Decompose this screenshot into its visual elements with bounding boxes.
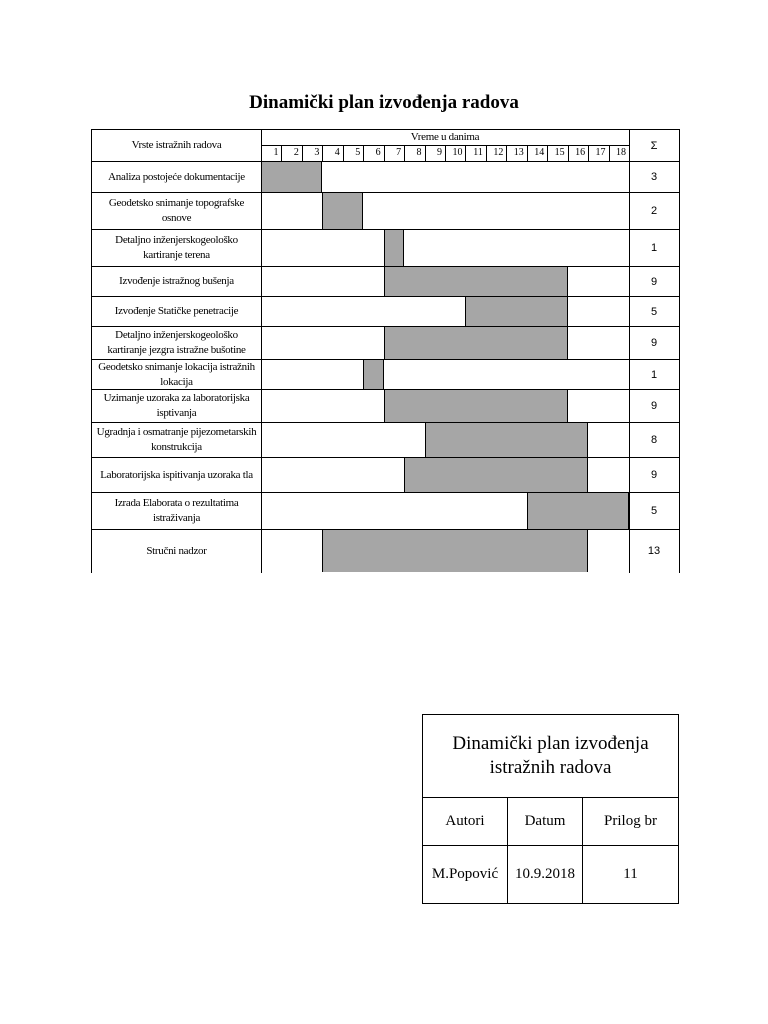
activity-sum: 9 — [650, 400, 658, 412]
day-number: 18 — [615, 147, 626, 158]
day-divider — [363, 145, 364, 161]
activity-bar — [404, 458, 588, 492]
activity-sum: 9 — [650, 469, 658, 481]
activity-label: Izrada Elaborata o rezultatima istraživanja — [114, 497, 239, 524]
day-number: 3 — [314, 147, 320, 158]
day-number: 6 — [375, 147, 381, 158]
day-number: 7 — [396, 147, 402, 158]
day-divider — [302, 145, 303, 161]
activity-column-divider — [261, 130, 262, 573]
day-divider — [281, 145, 282, 161]
day-divider — [404, 145, 405, 161]
activity-bar — [261, 162, 322, 192]
day-divider — [445, 145, 446, 161]
activity-bar — [384, 230, 404, 266]
day-divider — [568, 145, 569, 161]
title-block-title: Dinamički plan izvođenja istražnih radova — [452, 733, 649, 778]
date-value: 10.9.2018 — [515, 866, 575, 882]
activity-bar — [527, 493, 629, 529]
day-number: 13 — [513, 147, 524, 158]
day-number: 11 — [473, 147, 483, 158]
authors-header: Autori — [445, 813, 485, 829]
activity-label: Ugradnja i osmatranje pijezometarskih konstrukcija — [96, 426, 257, 453]
activity-bar — [384, 327, 568, 359]
activity-bar — [322, 530, 588, 572]
day-divider — [588, 145, 589, 161]
attachment-value: 11 — [623, 866, 638, 882]
header-sum: Σ — [650, 139, 658, 152]
header-time: Vreme u danima — [410, 131, 480, 143]
day-divider — [322, 145, 323, 161]
activity-sum: 5 — [650, 305, 658, 318]
header-activity: Vrste istražnih radova — [131, 139, 222, 151]
author-value: M.Popović — [431, 866, 499, 882]
day-number: 8 — [416, 147, 422, 158]
activity-label: Detaljno inženjerskogeološko kartiranje terena — [115, 234, 238, 261]
day-number: 2 — [293, 147, 299, 158]
activity-sum: 9 — [650, 275, 658, 288]
day-number: 9 — [436, 147, 442, 158]
activity-label: Geodetsko snimanje lokacija istražnih lokacija — [98, 360, 255, 388]
activity-label: Analiza postojeće dokumentacije — [108, 170, 245, 183]
activity-sum: 9 — [650, 337, 658, 349]
activity-bar — [384, 390, 568, 422]
day-number: 4 — [334, 147, 340, 158]
activity-label: Geodetsko snimanje topografske osnove — [108, 197, 245, 224]
day-divider — [609, 145, 610, 161]
activity-sum: 1 — [650, 368, 658, 381]
activity-bar — [465, 297, 567, 326]
day-number: 17 — [595, 147, 606, 158]
gantt-table — [91, 129, 680, 573]
day-number: 1 — [273, 147, 279, 158]
day-divider — [425, 145, 426, 161]
title-block — [422, 714, 679, 904]
activity-label: Laboratorijska ispitivanja uzoraka tla — [100, 468, 253, 481]
activity-sum: 3 — [650, 171, 658, 183]
day-number: 10 — [452, 147, 463, 158]
activity-sum: 2 — [650, 205, 658, 217]
date-header: Datum — [524, 813, 566, 829]
activity-label: Detaljno inženjerskogeološko kartiranje jezgra istražne bušotine — [107, 329, 246, 356]
activity-label: Uzimanje uzoraka za laboratorijska isptivanja — [103, 392, 250, 419]
day-number: 12 — [493, 147, 504, 158]
activity-label: Izvođenje istražnog bušenja — [119, 275, 234, 287]
attachment-header: Prilog br — [604, 813, 657, 829]
day-number: 16 — [575, 147, 586, 158]
day-number: 15 — [554, 147, 565, 158]
activity-sum: 13 — [647, 545, 661, 557]
day-number: 14 — [534, 147, 545, 158]
activity-bar — [363, 360, 383, 389]
page-title: Dinamički plan izvođenja radova — [249, 92, 519, 113]
day-divider — [343, 145, 344, 161]
activity-sum: 8 — [650, 434, 658, 446]
activity-sum: 5 — [650, 505, 658, 517]
day-divider — [547, 145, 548, 161]
activity-bar — [425, 423, 589, 457]
day-divider — [527, 145, 528, 161]
activity-bar — [322, 193, 363, 229]
day-divider — [486, 145, 487, 161]
day-divider — [506, 145, 507, 161]
activity-sum: 1 — [650, 242, 658, 254]
activity-label: Stručni nadzor — [146, 544, 207, 557]
day-number: 5 — [355, 147, 361, 158]
day-divider — [465, 145, 466, 161]
day-divider — [384, 145, 385, 161]
activity-label: Izvođenje Statičke penetracije — [114, 305, 239, 317]
activity-bar — [384, 267, 568, 296]
